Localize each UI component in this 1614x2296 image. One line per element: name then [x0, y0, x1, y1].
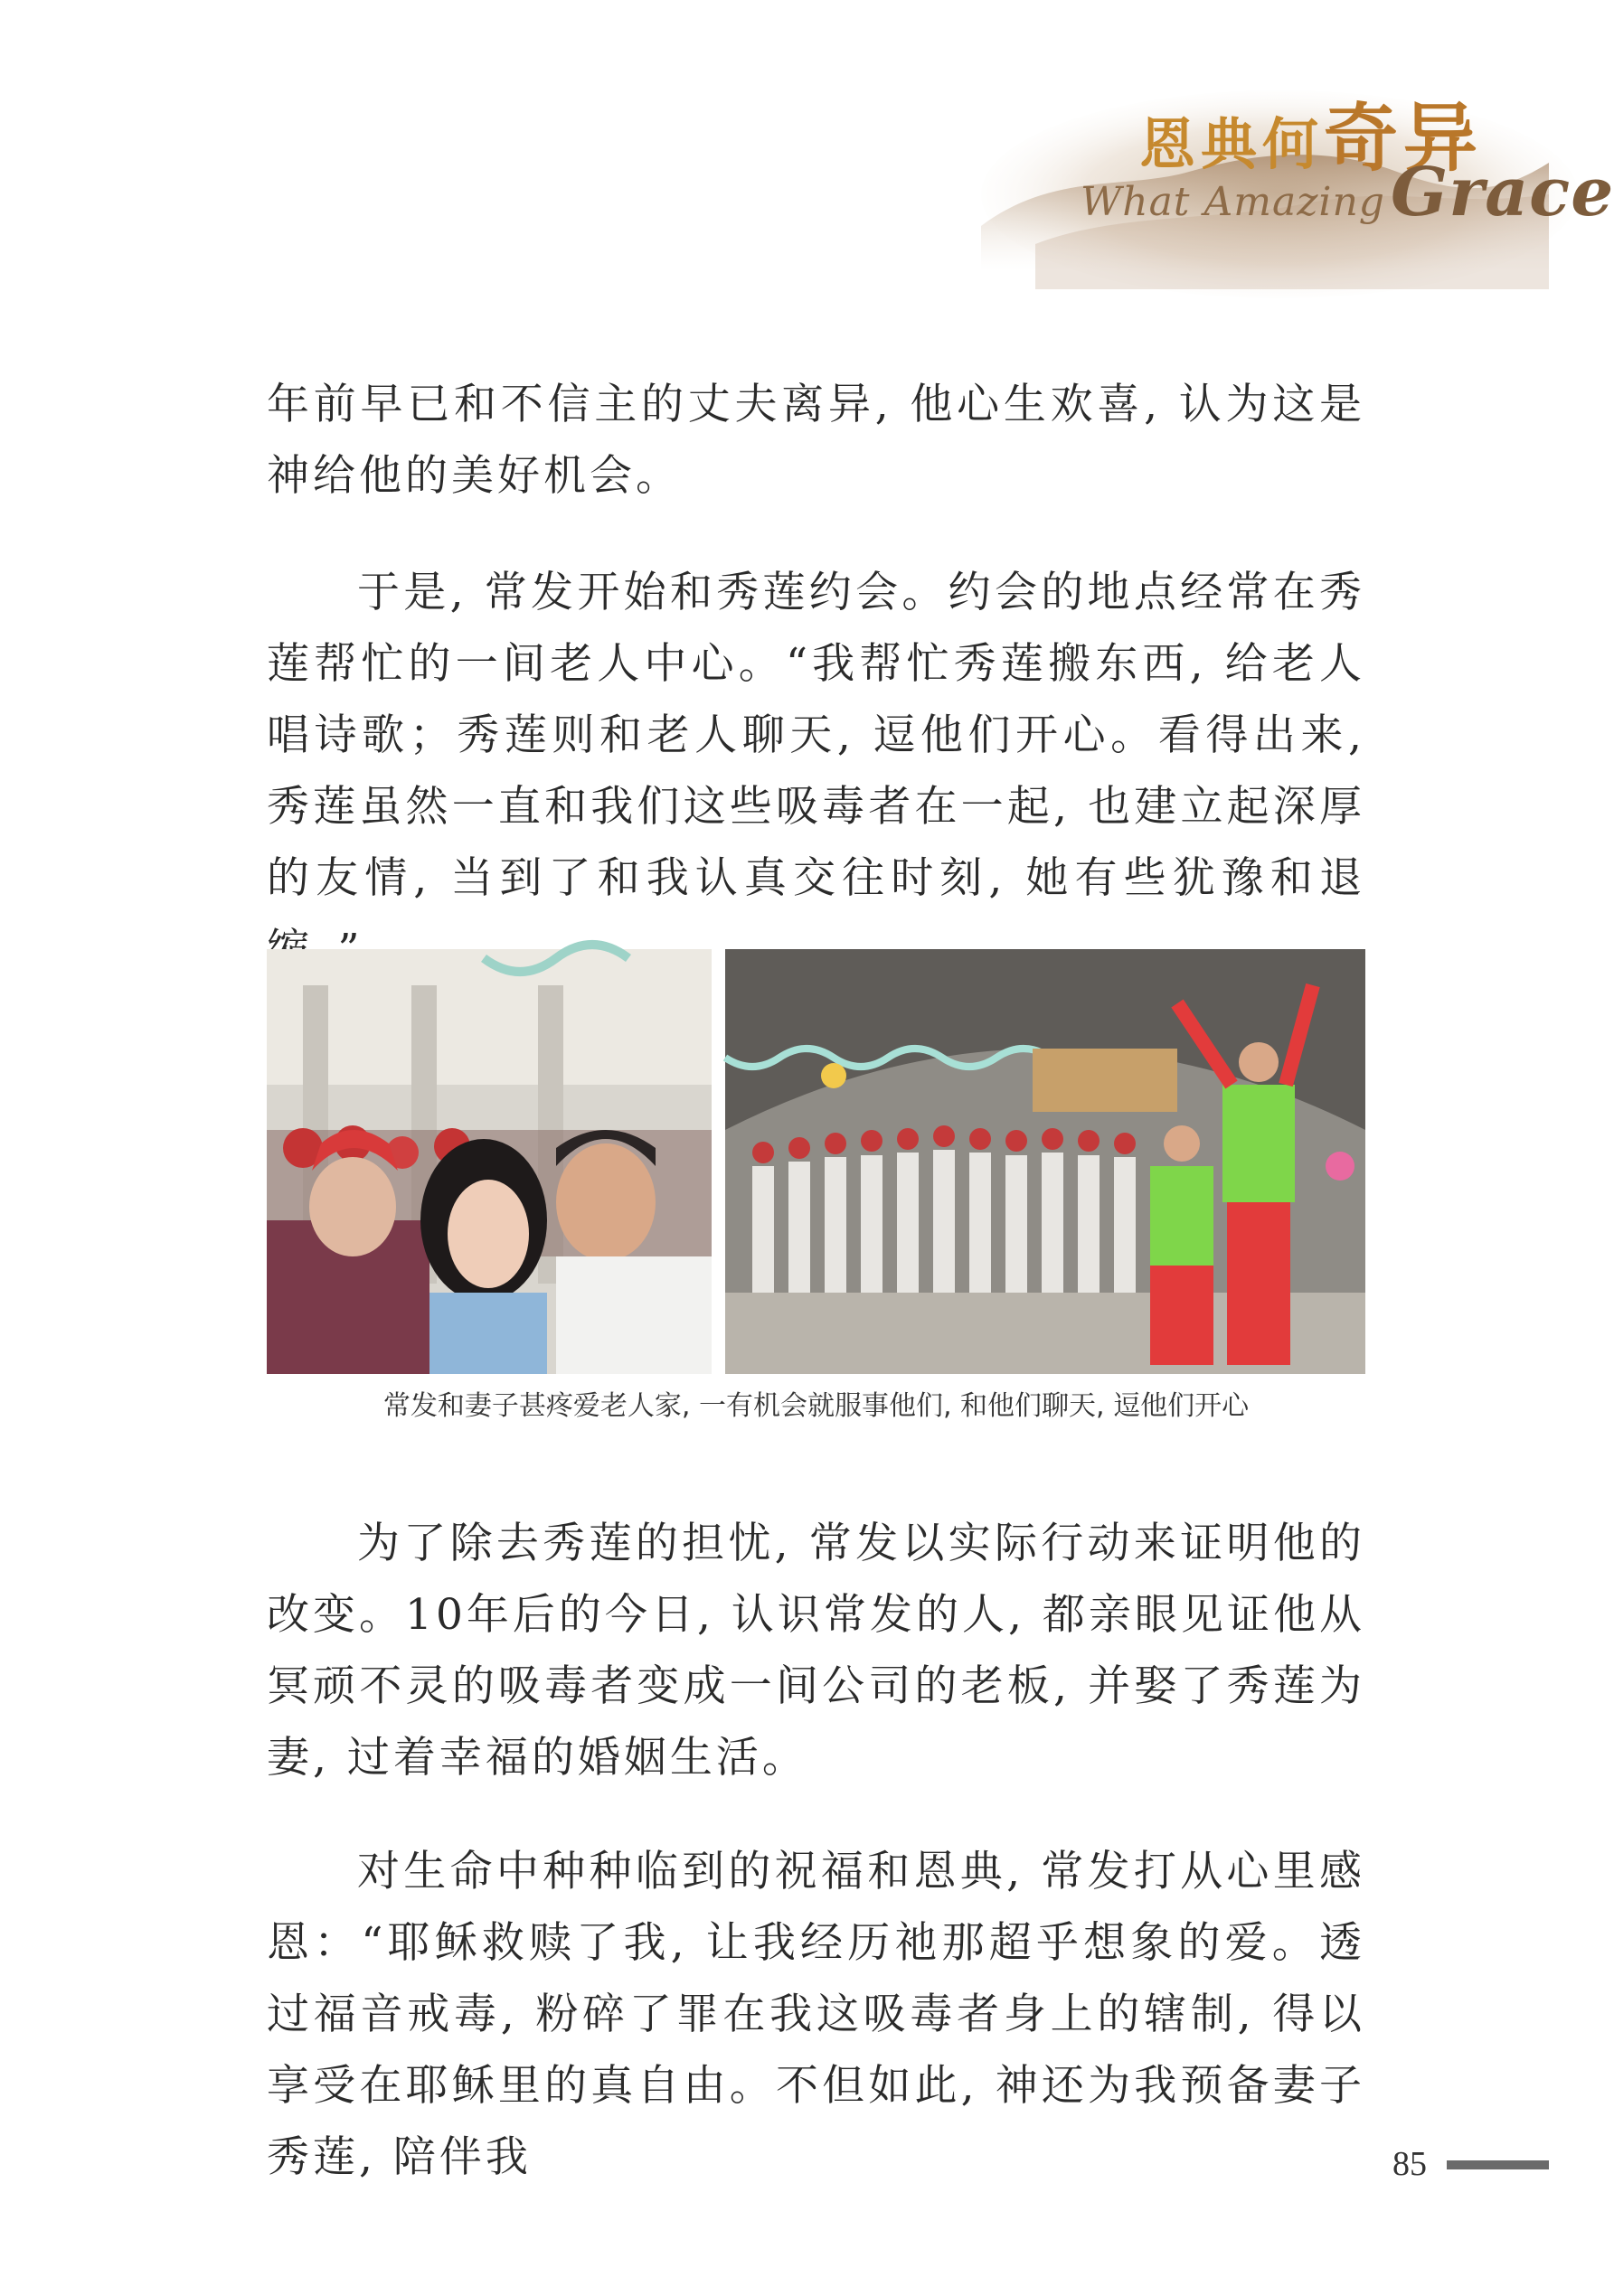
paragraph-1: 年前早已和不信主的丈夫离异, 他心生欢喜, 认为这是神给他的美好机会。 — [267, 380, 1365, 501]
book-title-english-part2: Grace — [1391, 154, 1614, 231]
book-title-chinese-part2: 奇异 — [1324, 95, 1484, 182]
paragraph-4: 对生命中种种临到的祝福和恩典, 常发打从心里感恩：“耶稣救赎了我, 让我经历祂那超乎想象的爱。透过福音戒毒, 粉碎了罪在我这吸毒者身上的辖制, 得以享受在耶稣里的真自由。不但如此, 神还为我预备妻子秀莲, 陪伴我 — [267, 1847, 1365, 2182]
footer-bar — [1447, 2160, 1549, 2169]
photo-choir-performance — [725, 949, 1365, 1374]
photo-elderly-selfie — [267, 949, 712, 1374]
book-title-chinese-part1: 恩典何 — [1139, 111, 1325, 177]
paragraph-3: 为了除去秀莲的担忧, 常发以实际行动来证明他的改变。10年后的今日, 认识常发的人, 都亲眼见证他从冥顽不灵的吸毒者变成一间公司的老板, 并娶了秀莲为妻, 过着幸福的婚姻生活。 — [267, 1519, 1365, 1783]
header-banner — [981, 36, 1614, 307]
book-title-english — [1081, 154, 1614, 231]
photo-caption: 常发和妻子甚疼爱老人家, 一有机会就服事他们, 和他们聊天, 逗他们开心 — [382, 1390, 1250, 1422]
paragraph-2: 于是, 常发开始和秀莲约会。约会的地点经常在秀莲帮忙的一间老人中心。“我帮忙秀莲搬东西, 给老人唱诗歌；秀莲则和老人聊天, 逗他们开心。看得出来, 秀莲虽然一直和我们这些吸毒者在一起, 也建立起深厚的友情, 当到了和我认真交往时刻, 她有些犹豫和退 — [267, 568, 1365, 903]
book-title-english-part1: What Amazing — [1081, 179, 1385, 225]
page-number: 85 — [1392, 2145, 1427, 2183]
